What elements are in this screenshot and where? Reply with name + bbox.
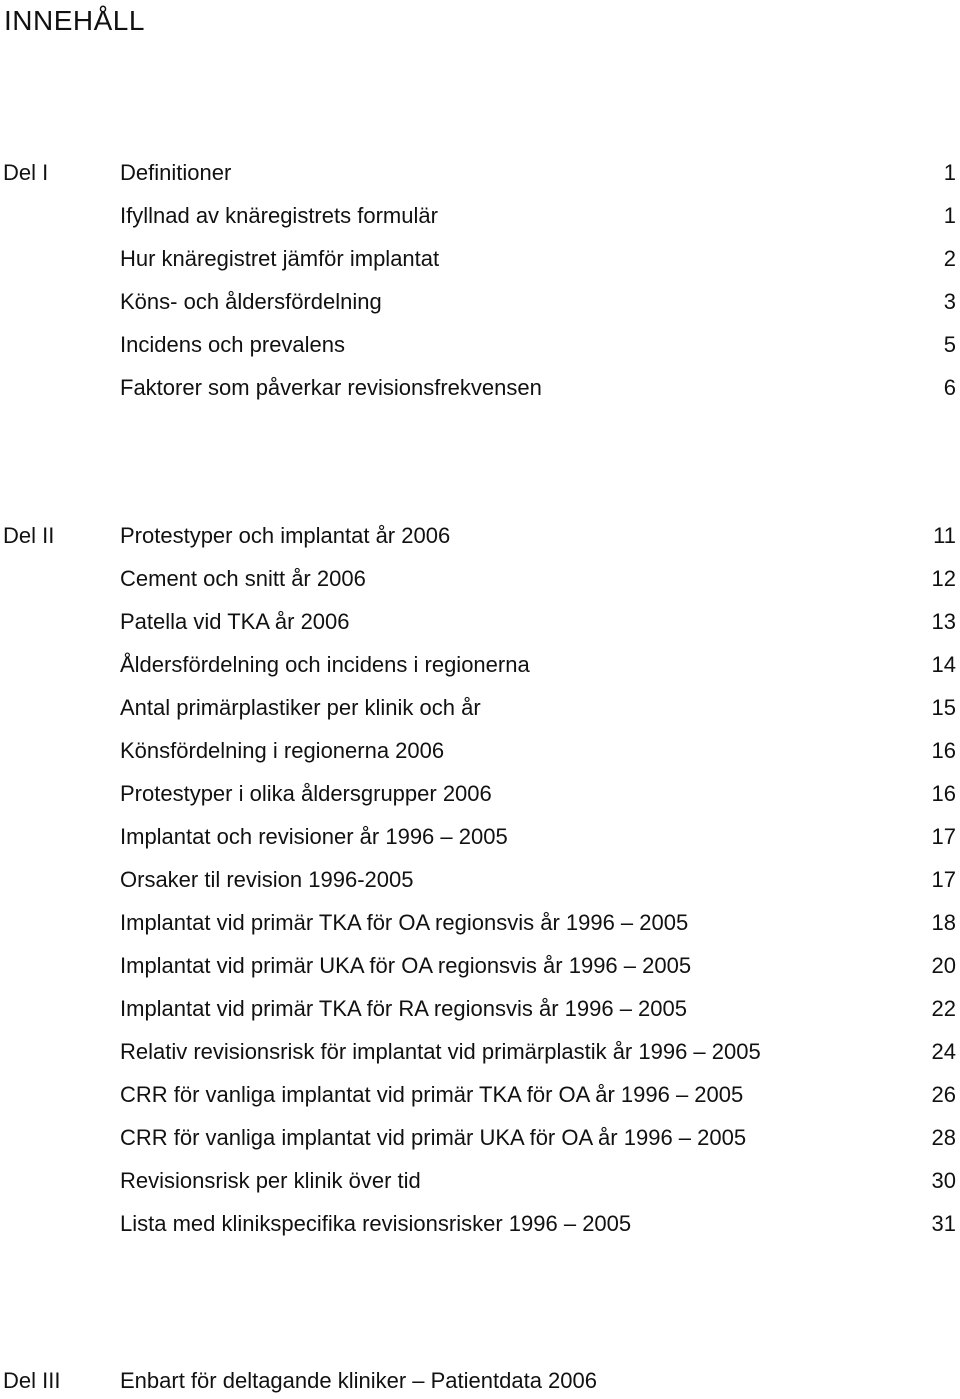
toc-entry-title: Enbart för deltagande kliniker – Patientdata 2006	[120, 1368, 597, 1393]
toc-entry[interactable]	[120, 373, 960, 403]
toc-entry-title: Faktorer som påverkar revisionsfrekvensen	[120, 375, 542, 400]
page-title: INNEHÅLL	[4, 5, 145, 36]
section-label: Del II	[3, 523, 55, 548]
toc-entry-page: 20	[931, 953, 956, 978]
toc-entry[interactable]	[120, 908, 960, 938]
toc-entry-title: Definitioner	[120, 160, 232, 185]
toc-entry-title: Patella vid TKA år 2006	[120, 609, 350, 634]
toc-entry-page: 22	[931, 996, 956, 1021]
toc-entry[interactable]	[120, 1080, 960, 1110]
toc-entry[interactable]	[120, 779, 960, 809]
toc-entry-page: 13	[931, 609, 956, 634]
toc-entry-page: 2	[943, 246, 956, 271]
toc-entry[interactable]	[120, 994, 960, 1024]
toc-entry-page: 12	[931, 566, 956, 591]
toc-entry-title: Incidens och prevalens	[120, 332, 346, 357]
toc-entry-page: 17	[931, 867, 956, 892]
toc-entry-title: Köns- och åldersfördelning	[120, 289, 382, 314]
toc-entry[interactable]	[120, 158, 960, 188]
toc-entry-page: 17	[931, 824, 956, 849]
toc-entry-page: 16	[931, 738, 956, 763]
toc-entry[interactable]	[120, 1209, 960, 1239]
toc-entry-title: Relativ revisionsrisk för implantat vid primärplastik år 1996 – 2005	[120, 1039, 761, 1064]
toc-entry-title: Antal primärplastiker per klinik och år	[120, 695, 481, 720]
toc-entry-page: 16	[931, 781, 956, 806]
toc-entry-page: 30	[931, 1168, 956, 1193]
toc-entry-page: 15	[931, 695, 956, 720]
toc-entry[interactable]	[120, 822, 960, 852]
toc-entry-title: Implantat vid primär TKA för OA regionsvis år 1996 – 2005	[120, 910, 689, 935]
toc-entry-page: 31	[931, 1211, 956, 1236]
toc-entry[interactable]	[120, 693, 960, 723]
toc-entry[interactable]	[120, 650, 960, 680]
toc-entry-page: 5	[943, 332, 956, 357]
toc-entry-page: 26	[931, 1082, 956, 1107]
toc-entry-title: CRR för vanliga implantat vid primär UKA för OA år 1996 – 2005	[120, 1125, 747, 1150]
toc-entry[interactable]	[120, 1123, 960, 1153]
toc-entry-page: 18	[931, 910, 956, 935]
toc-entry[interactable]	[120, 564, 960, 594]
toc-entry[interactable]	[120, 1366, 960, 1396]
toc-entry-page: 28	[931, 1125, 956, 1150]
toc-entry[interactable]	[120, 736, 960, 766]
toc-entry-page: 11	[933, 523, 956, 548]
toc-entry-title: Protestyper och implantat år 2006	[120, 523, 451, 548]
section-label: Del III	[3, 1368, 61, 1393]
toc-entry[interactable]	[120, 1166, 960, 1196]
toc-entry-page: 3	[943, 289, 956, 314]
toc-entry-title: Åldersfördelning och incidens i regionerna	[120, 652, 530, 677]
toc-entry[interactable]	[120, 865, 960, 895]
toc-entry-title: Implantat vid primär TKA för RA regionsvis år 1996 – 2005	[120, 996, 687, 1021]
toc-entry-title: Könsfördelning i regionerna 2006	[120, 738, 445, 763]
toc-entry-title: Implantat och revisioner år 1996 – 2005	[120, 824, 508, 849]
toc-entry-page: 24	[931, 1039, 956, 1064]
section-label: Del I	[3, 160, 49, 185]
toc-entry-page: 6	[943, 375, 956, 400]
toc-entry[interactable]	[120, 330, 960, 360]
toc-entry[interactable]	[120, 607, 960, 637]
toc-entry-title: Lista med klinikspecifika revisionsrisker 1996 – 2005	[120, 1211, 632, 1236]
toc-entry-page: 1	[943, 160, 956, 185]
toc-entry-title: Ifyllnad av knäregistrets formulär	[120, 203, 438, 228]
toc-entry[interactable]	[120, 287, 960, 317]
toc-entry-title: Protestyper i olika åldersgrupper 2006	[120, 781, 492, 806]
toc-entry-title: Cement och snitt år 2006	[120, 566, 366, 591]
toc-entry[interactable]	[120, 201, 960, 231]
toc-entry-title: Hur knäregistret jämför implantat	[120, 246, 440, 271]
toc-entry[interactable]	[120, 521, 960, 551]
toc-entry[interactable]	[120, 244, 960, 274]
toc-entry-title: Implantat vid primär UKA för OA regionsvis år 1996 – 2005	[120, 953, 692, 978]
toc-entry-title: Orsaker til revision 1996-2005	[120, 867, 414, 892]
toc-entry[interactable]	[120, 1037, 960, 1067]
toc-entry-title: CRR för vanliga implantat vid primär TKA för OA år 1996 – 2005	[120, 1082, 744, 1107]
toc-entry-page: 1	[943, 203, 956, 228]
toc-entry-page: 14	[931, 652, 956, 677]
toc-entry-title: Revisionsrisk per klinik över tid	[120, 1168, 421, 1193]
toc-entry[interactable]	[120, 951, 960, 981]
